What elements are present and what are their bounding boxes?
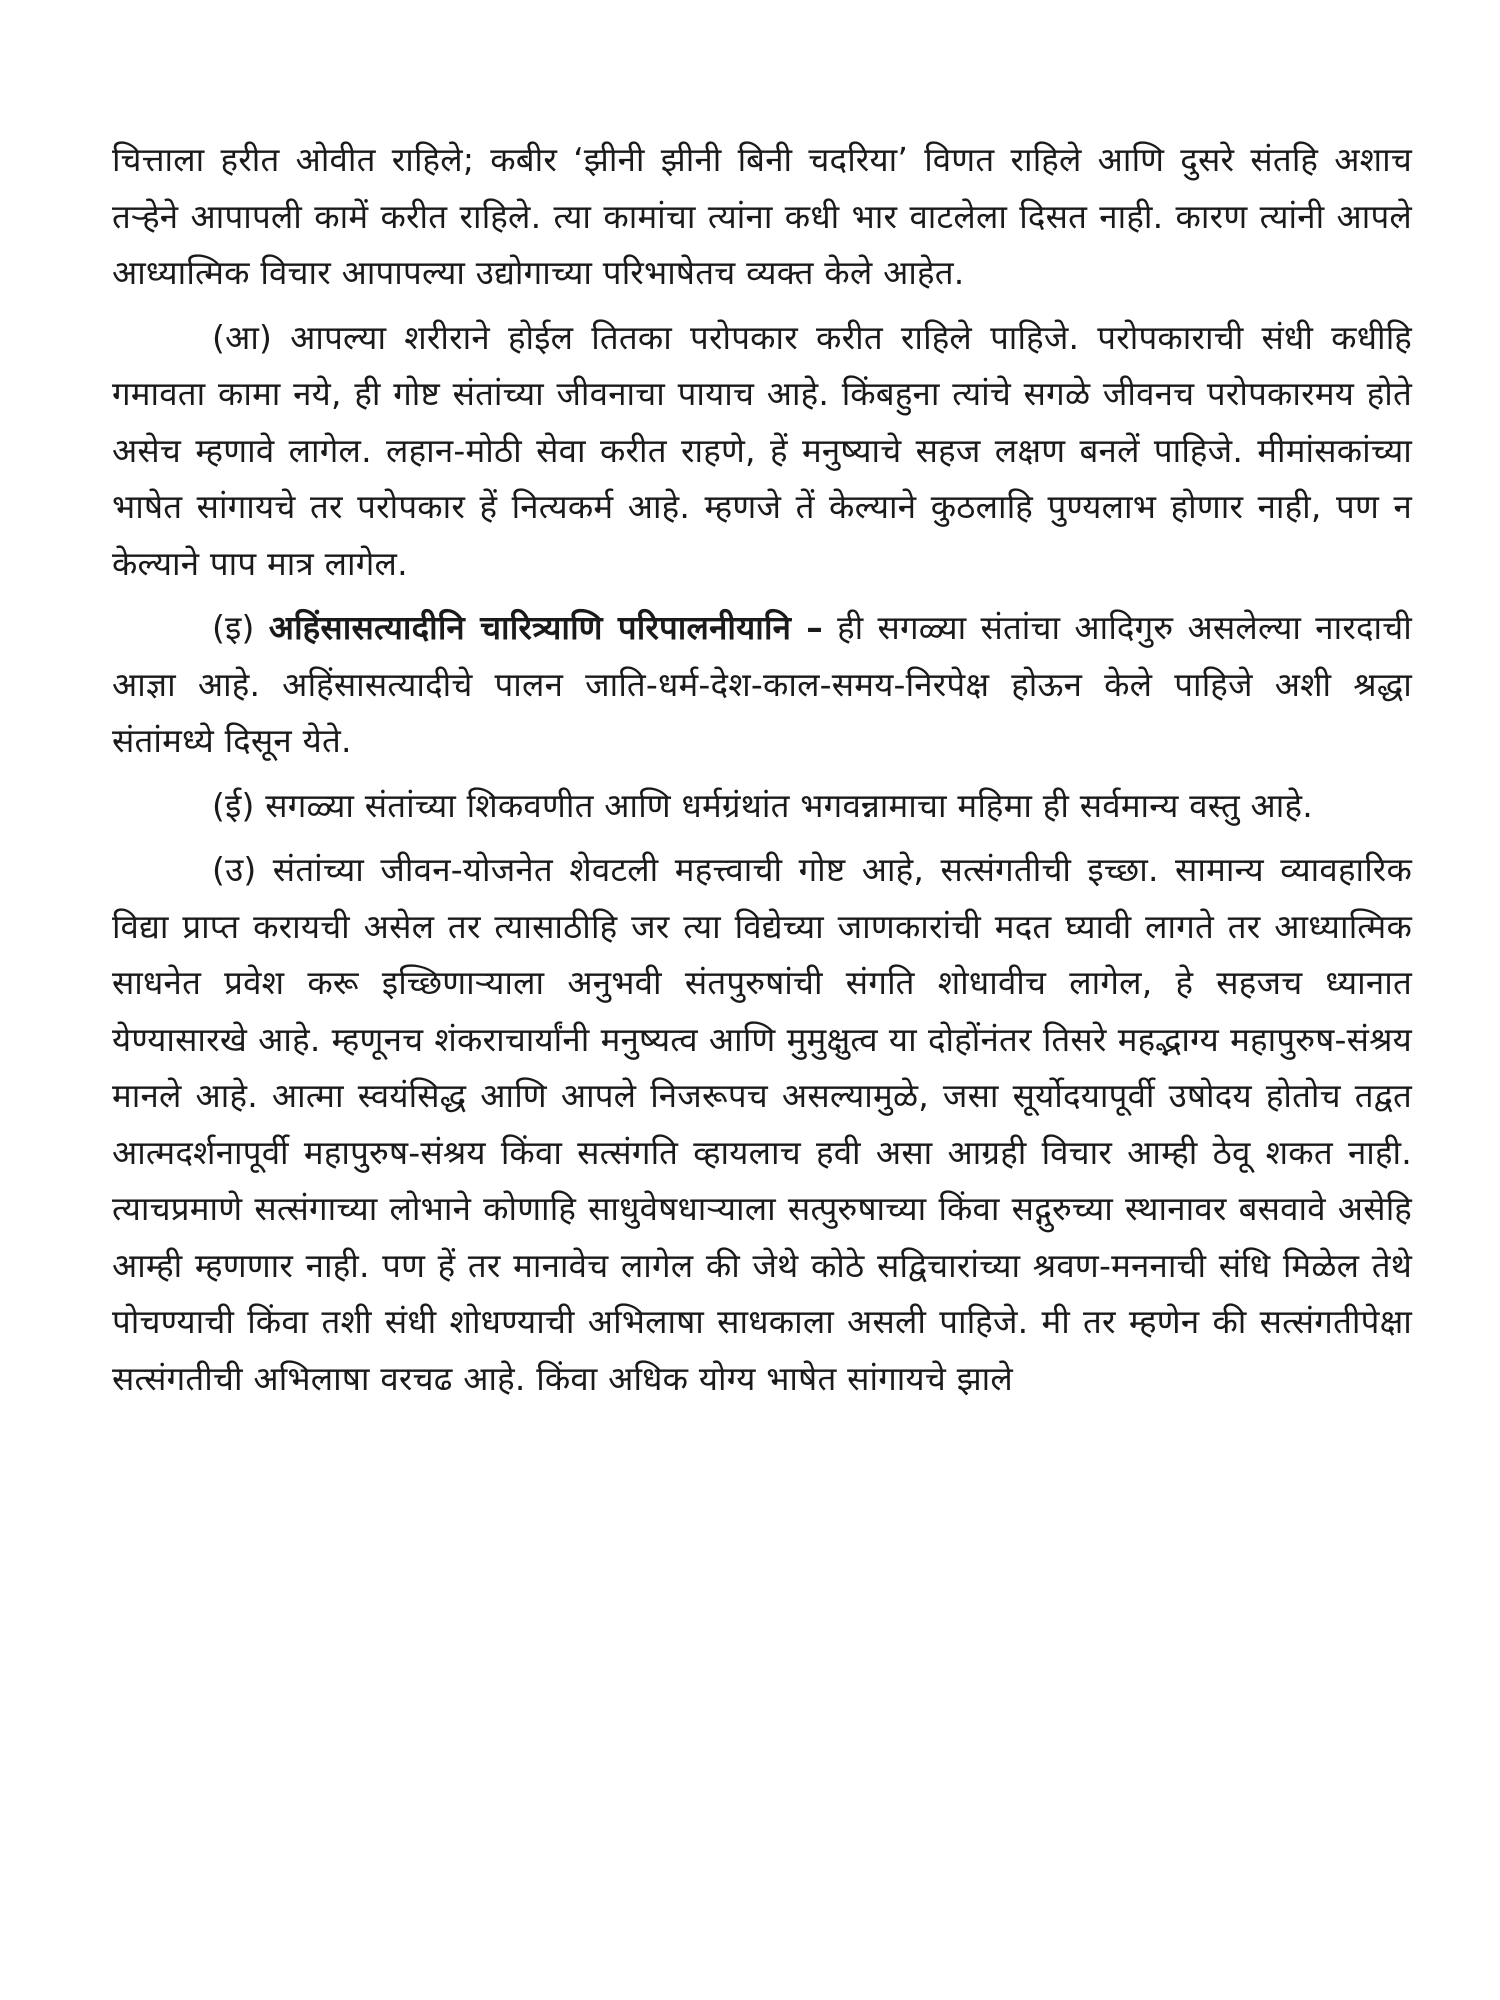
point-i-text: ही सगळ्या संतांचा आदिगुरु असलेल्या नारदाची आज्ञा आहे. अहिंसासत्यादीचे पालन जाति-धर्म-देश-काल-समय-निरपेक्ष होऊन केले पाहिजे अशी श्रद्धा संतांमध्ये दिसून येते. <box>112 608 1412 760</box>
paragraph-point-i <box>112 600 1412 770</box>
paragraph-point-aa: (आ) आपल्या शरीराने होईल तितका परोपकार करीत राहिले पाहिजे. परोपकाराची संधी कधीहि गमावता कामा नये, ही गोष्ट संतांच्या जीवनाचा पायाच आहे. किंबहुना त्यांचे सगळे जीवनच परोपकारमय होते असेच म्हणावे लागेल. लहान-मोठी सेवा करीत राहणे, हें मनुष्याचे सहज लक्षण बनलें पाहिजे. मीमांसकांच्या भाषेत सांगायचे तर परोपकार हें नित्यकर्म आहे. म्हणजे तें केल्याने कुठलाहि पुण्यलाभ होणार नाही, पण न केल्याने पाप मात्र लागेल. <box>112 317 1413 583</box>
paragraph-point-u: (उ) संतांच्या जीवन-योजनेत शेवटली महत्त्वाची गोष्ट आहे, सत्संगतीची इच्छा. सामान्य व्यावहारिक विद्या प्राप्त करायची असेल तर त्यासाठीहि जर त्या विद्येच्या जाणकारांची मदत घ्यावी लागते तर आध्यात्मिक साधनेत प्रवेश करू इच्छिणाऱ्याला अनुभवी संतपुरुषांची संगति शोधावीच लागेल, हे सहजच ध्यानात येण्यासारखे आहे. म्हणूनच शंकराचार्यांनी मनुष्यत्व आणि मुमुक्षुत्व या दोहोंनंतर तिसरे महद्भाग्य महापुरुष-संश्रय मानले आहे. आत्मा स्वयंसिद्ध आणि आपले निजरूपच असल्यामुळे, जसा सूर्योदयापूर्वी उषोदय होतोच तद्वत आत्मदर्शनापूर्वी महापुरुष-संश्रय किंवा सत्संगति व्हायलाच हवी असा आग्रही विचार आम्ही ठेवू शकत नाही. त्याचप्रमाणे सत्संगाच्या लोभाने कोणाहि साधुवेषधाऱ्याला सत्पुरुषाच्या किंवा सद्गुरुच्या स्थानावर बसवावे असेहि आम्ही म्हणणार नाही. पण हें तर मानावेच लागेल की जेथे कोठे सद्विचारांच्या श्रवण-मननाची संधि मिळेल तेथे पोचण्याची किंवा तशी संधी शोधण्याची अभिलाषा साधकाला असली पाहिजे. मी तर म्हणेन की सत्संगतीपेक्षा सत्संगतीची अभिलाषा वरचढ आहे. किंवा अधिक योग्य भाषेत सांगायचे झाले <box>112 850 1412 1398</box>
narada-sutra-quote: अहिंसासत्यादीनि चारित्र्याणि परिपालनीयानि – <box>268 608 823 647</box>
body-text <box>112 132 1412 1415</box>
point-i-prefix: (इ) <box>212 608 269 647</box>
paragraph-point-ii: (ई) सगळ्या संतांच्या शिकवणीत आणि धर्मग्रंथांत भगवन्नामाचा महिमा ही सर्वमान्य वस्तु आहे. <box>212 785 1313 825</box>
paragraph-intro-continuation: चित्ताला हरीत ओवीत राहिले; कबीर ‘झीनी झीनी बिनी चदरिया’ विणत राहिले आणि दुसरे संतहि अशाच तऱ्हेने आपापली कामें करीत राहिले. त्या कामांचा त्यांना कधी भार वाटलेला दिसत नाही. कारण त्यांनी आपले आध्यात्मिक विचार आपापल्या उद्योगाच्या परिभाषेतच व्यक्त केले आहेत. <box>112 140 1412 292</box>
